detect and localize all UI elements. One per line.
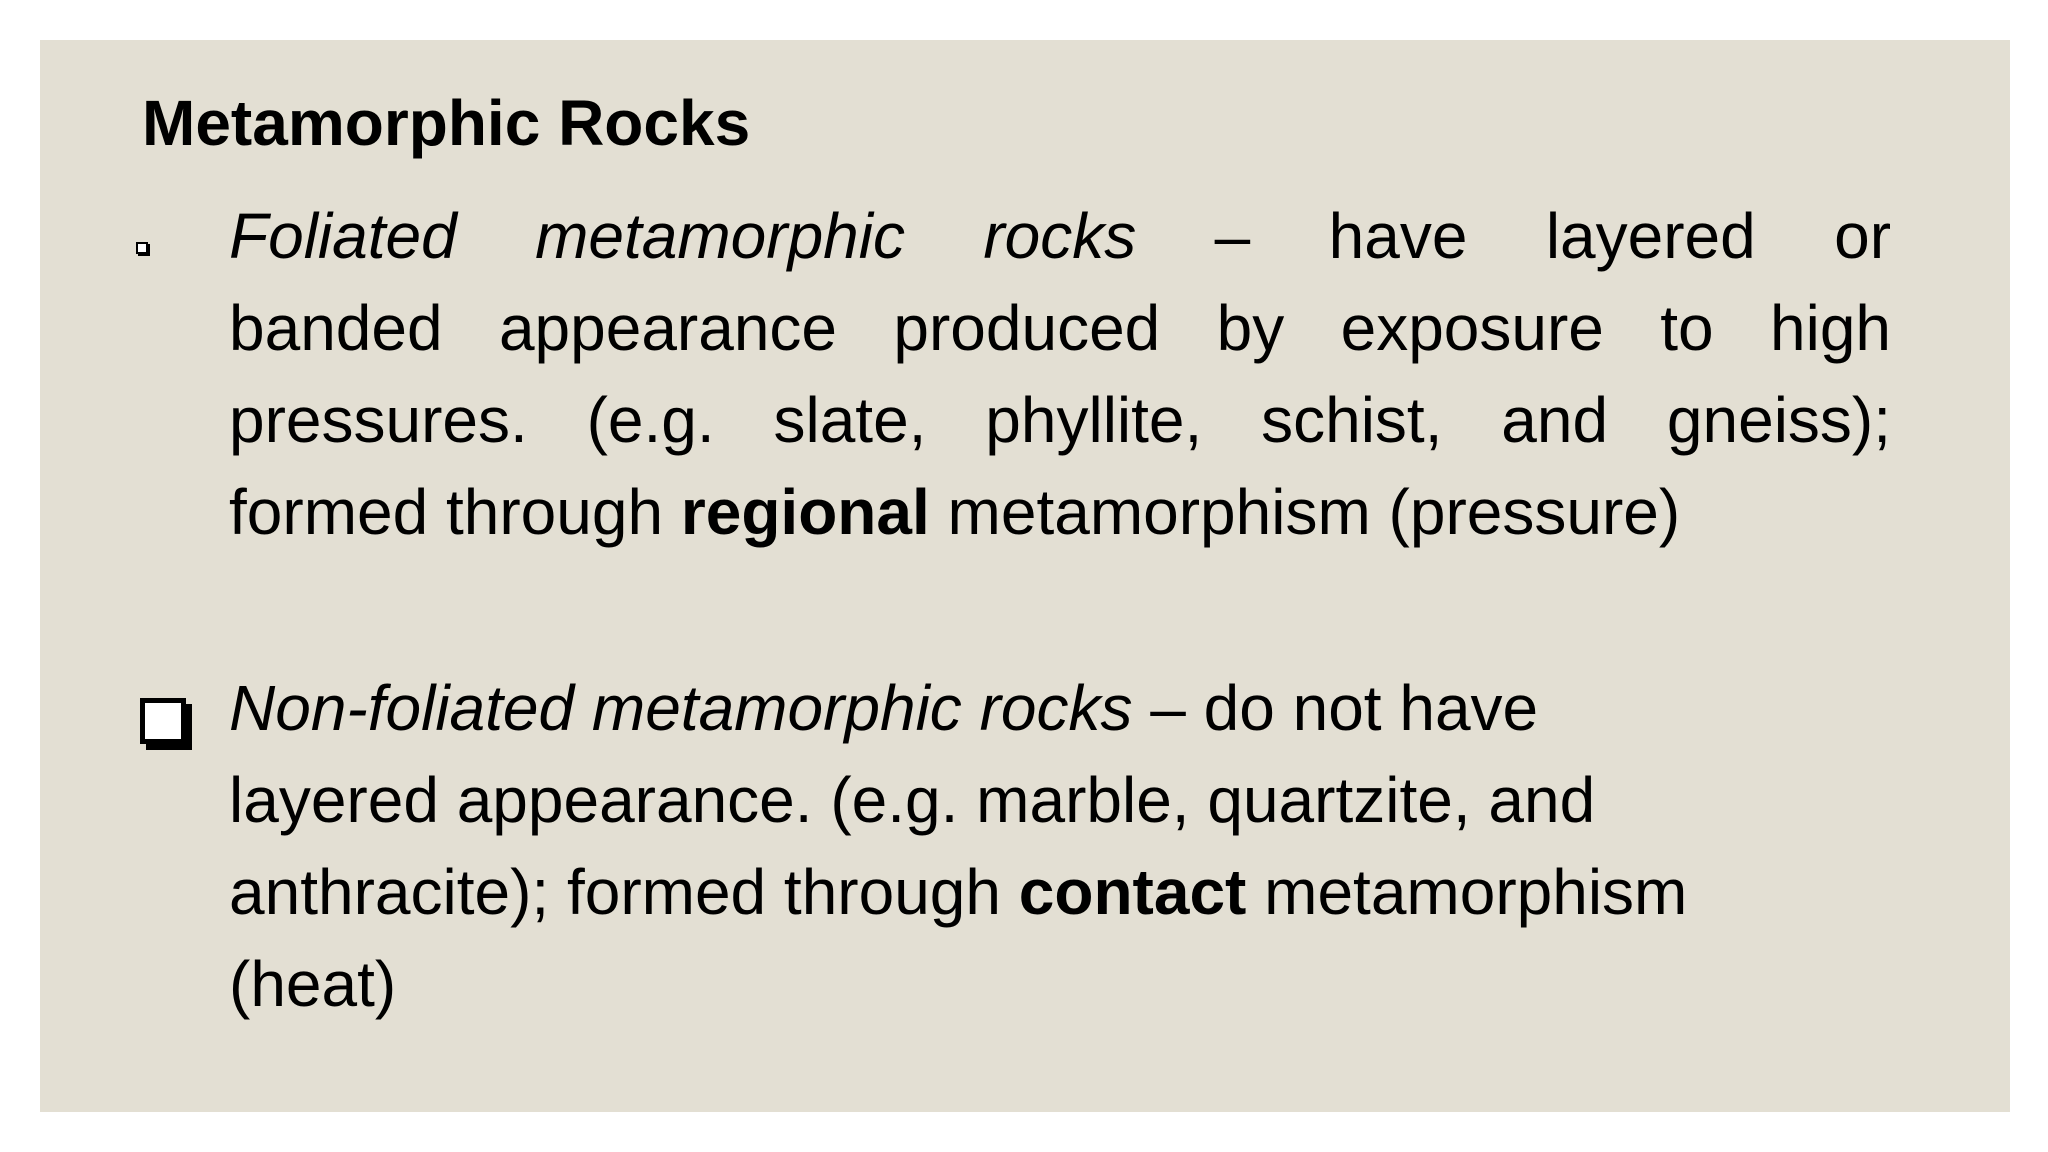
- slide-title: Metamorphic Rocks: [142, 87, 751, 159]
- bullet-foliated-keyword: regional: [680, 476, 930, 548]
- bullet-foliated-text: [229, 190, 1891, 558]
- bullet-foliated-line-4-prefix: formed through: [229, 476, 664, 548]
- bullet-non-foliated-line-3-suffix: metamorphism: [1264, 856, 1688, 928]
- slide: [40, 40, 2010, 1112]
- bullet-non-foliated-term: Non-foliated metamorphic rocks: [229, 672, 1133, 744]
- bullet-non-foliated-line-3-prefix: anthracite); formed through: [229, 856, 1001, 928]
- bullet-foliated-line-2: banded appearance produced by exposure to high: [229, 292, 1891, 364]
- bullet-foliated-line-1-text: have layered or: [1328, 200, 1892, 272]
- bullet-foliated-line-3: pressures. (e.g. slate, phyllite, schist, and gneiss);: [229, 384, 1891, 456]
- bullet-non-foliated-keyword: contact: [1018, 856, 1247, 928]
- checkbox-bullet-icon: [136, 242, 148, 254]
- bullet-foliated-term: Foliated metamorphic rocks: [229, 200, 1137, 272]
- bullet-non-foliated-line-3: [229, 846, 1929, 938]
- bullet-non-foliated-line-4: (heat): [229, 948, 397, 1020]
- bullet-non-foliated-text: [229, 662, 1929, 1030]
- bullet-non-foliated-line-1-text: do not have: [1203, 672, 1539, 744]
- bullet-non-foliated-line-1: [229, 662, 1929, 754]
- checkbox-bullet-icon: [140, 698, 186, 744]
- dash: –: [1214, 200, 1251, 272]
- bullet-foliated-line-4-suffix: metamorphism (pressure): [947, 476, 1681, 548]
- bullet-non-foliated-line-2: layered appearance. (e.g. marble, quartzite, and: [229, 764, 1596, 836]
- bullet-foliated-line-4: [229, 466, 1891, 558]
- bullet-foliated-line-1: [229, 190, 1891, 282]
- dash: –: [1150, 672, 1186, 744]
